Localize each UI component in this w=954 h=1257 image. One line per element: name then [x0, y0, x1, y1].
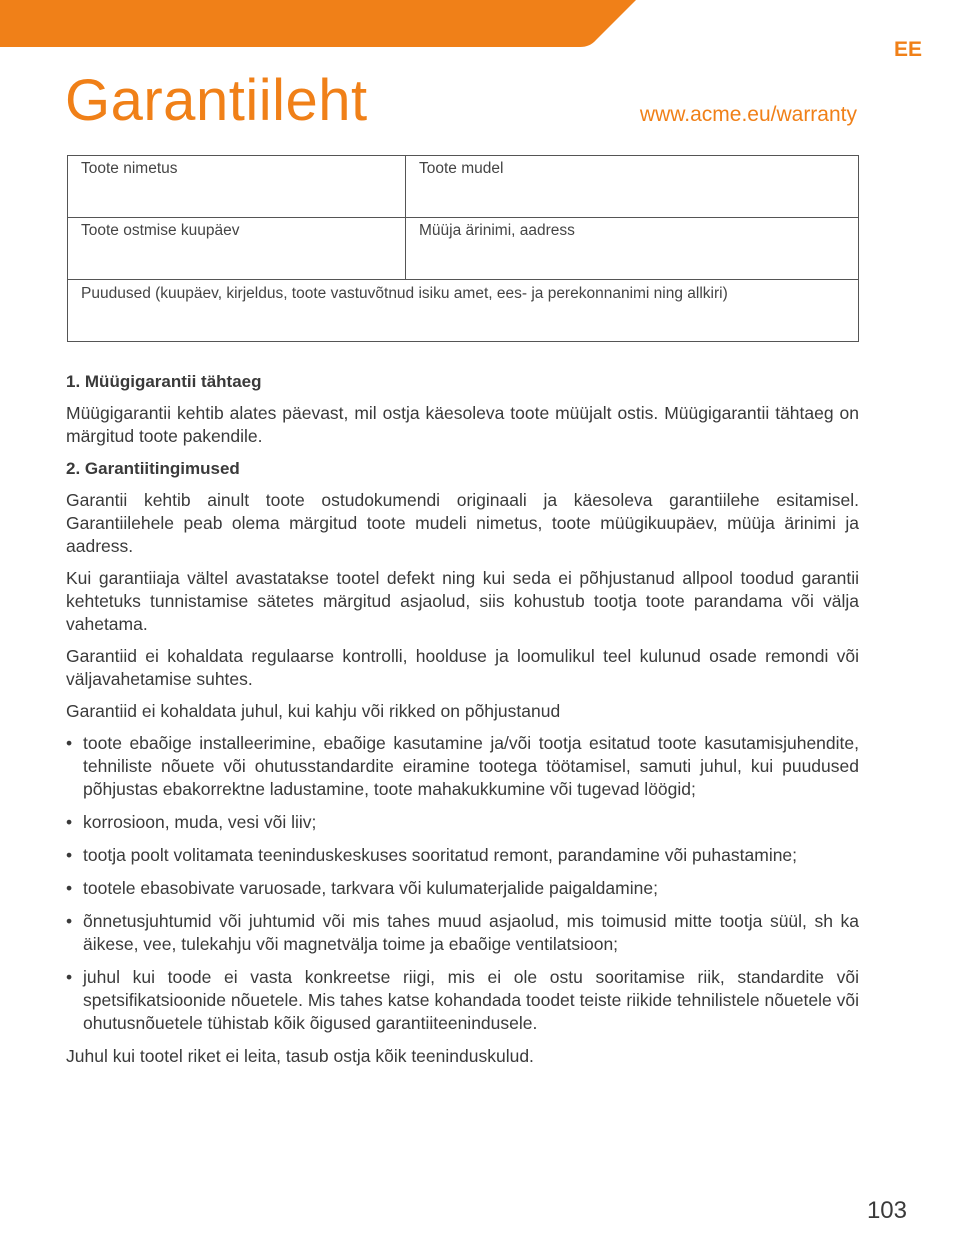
warranty-form-table	[67, 155, 859, 342]
list-item-text: juhul kui toode ei vasta konkreetse riigi, mis ei ole ostu sooritamise riik, standardite või spetsifikatsioonide nõuetele. Mis tahes katse kohandada toodet teiste riikide tehnilistele nõuetele või ohutusnõuetele tühistab kõik õigused garantiiteenindusele.	[83, 967, 859, 1033]
list-item-text: õnnetusjuhtumid või juhtumid või mis tahes muud asjaolud, mis toimusid mitte tootja süül, sh ka äikese, vee, tulekahju või magnetvälja toime ja ebaõige ventilatsioon;	[83, 911, 859, 954]
language-code: EE	[893, 38, 922, 61]
list-item-text: korrosioon, muda, vesi või liiv;	[83, 812, 317, 832]
exclusion-list	[66, 732, 859, 1035]
list-item	[66, 811, 859, 834]
bullet-icon: •	[66, 733, 73, 753]
list-item-text: toote ebaõige installeerimine, ebaõige kasutamine ja/või tootja esitatud toote kasutamisjuhendite, tehniliste nõuete või ohutusstandardite eiramine tootega töötamisel, samuti juhul, kui puudused põhjustas ebakorrektne ladustamine, toote mahakukkumine või tugevad löögid;	[83, 733, 859, 799]
list-item	[66, 877, 859, 900]
seller-field[interactable]: Müüja ärinimi, aadress	[406, 218, 859, 280]
paragraph: Kui garantiiaja vältel avastatakse tootel defekt ning kui seda ei põhjustanud allpool toodud garantii kehtetuks tunnistamise sätetes märgitud asjaolud, siis kohustub tootja toote parandama või välja vahetama.	[66, 568, 859, 634]
defects-field[interactable]: Puudused (kuupäev, kirjeldus, toote vastuvõtnud isiku amet, ees- ja perekonnanimi ning allkiri)	[68, 280, 859, 342]
list-item-text: tootele ebasobivate varuosade, tarkvara või kulumaterjalide paigaldamine;	[83, 878, 658, 898]
table-row	[68, 218, 859, 280]
paragraph: Garantiid ei kohaldata regulaarse kontrolli, hoolduse ja loomulikul teel kulunud osade remondi või väljavahetamise suhtes.	[66, 646, 859, 689]
bullet-icon: •	[66, 845, 73, 865]
paragraph: Juhul kui tootel riket ei leita, tasub ostja kõik teeninduskulud.	[66, 1046, 534, 1066]
page-number: 103	[866, 1197, 907, 1224]
bullet-icon: •	[66, 911, 73, 931]
bullet-icon: •	[66, 812, 73, 832]
section-heading: 2. Garantiitingimused	[66, 459, 240, 478]
section-heading: 1. Müügigarantii tähtaeg	[66, 372, 262, 391]
list-item	[66, 844, 859, 867]
list-item	[66, 966, 859, 1035]
table-row	[68, 156, 859, 218]
orange-header-band	[0, 0, 640, 48]
paragraph: Müügigarantii kehtib alates päevast, mil ostja käesoleva toote müüjalt ostis. Müügigarantii tähtaeg on märgitud toote pakendile.	[66, 403, 859, 446]
product-name-field[interactable]: Toote nimetus	[68, 156, 406, 218]
list-item-text: tootja poolt volitamata teeninduskeskuses sooritatud remont, parandamine või puhastamine;	[83, 845, 798, 865]
list-item	[66, 910, 859, 956]
bullet-icon: •	[66, 967, 73, 987]
table-row	[68, 280, 859, 342]
warranty-url-link[interactable]: www.acme.eu/warranty	[639, 103, 857, 126]
paragraph: Garantii kehtib ainult toote ostudokumendi originaali ja käesoleva garantiilehe esitamisel. Garantiilehele peab olema märgitud toote mudeli nimetus, toote müügikuupäev, müüja ärinimi ja aadress.	[66, 490, 859, 556]
product-model-field[interactable]: Toote mudel	[406, 156, 859, 218]
warranty-terms	[66, 370, 859, 1077]
list-item	[66, 732, 859, 801]
bullet-icon: •	[66, 878, 73, 898]
paragraph: Garantiid ei kohaldata juhul, kui kahju või rikked on põhjustanud	[66, 701, 561, 721]
page-title: Garantiileht	[65, 68, 368, 133]
purchase-date-field[interactable]: Toote ostmise kuupäev	[68, 218, 406, 280]
